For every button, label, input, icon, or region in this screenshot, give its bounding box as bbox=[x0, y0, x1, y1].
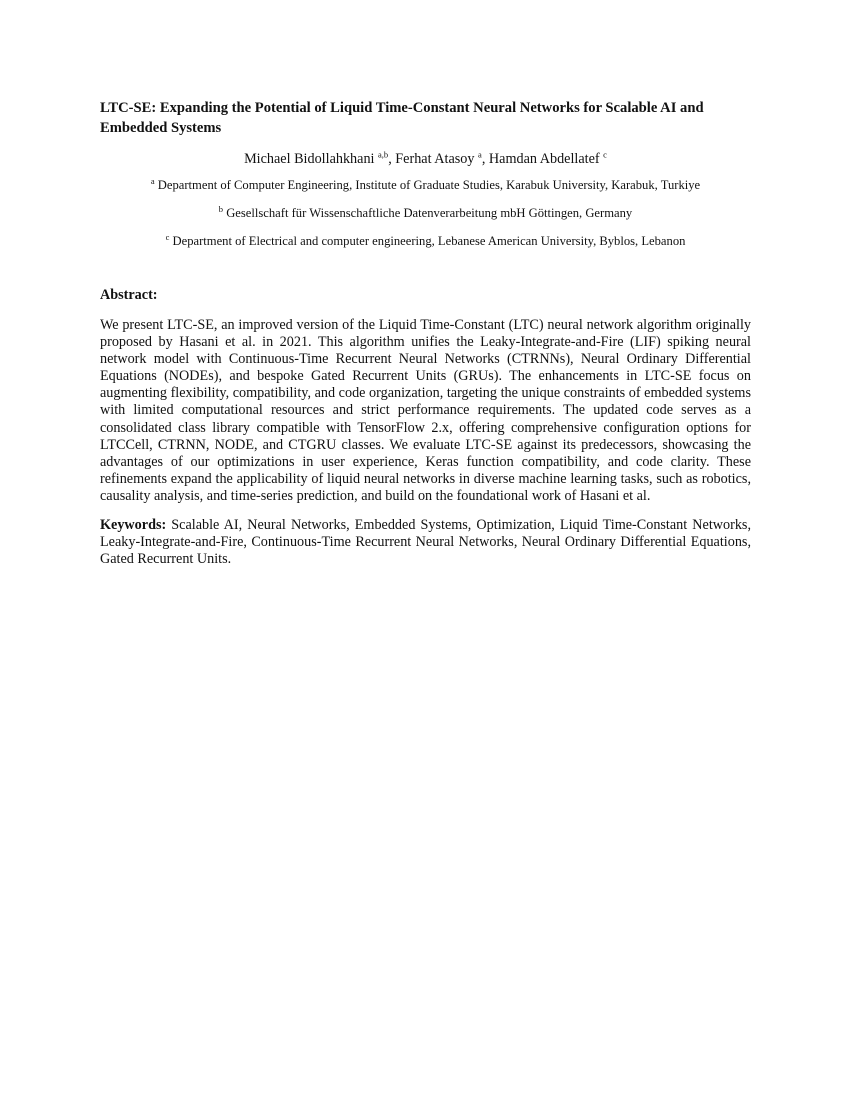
paper-title: LTC-SE: Expanding the Potential of Liquid Time-Constant Neural Networks for Scalable AI and Embedded Systems bbox=[100, 100, 704, 136]
author-separator: , bbox=[481, 151, 489, 167]
affiliation-text: Gesellschaft für Wissenschaftliche Datenverarbeitung mbH Göttingen, Germany bbox=[226, 206, 633, 220]
affiliation-b bbox=[100, 205, 751, 221]
author-affiliation-marker: a,b bbox=[378, 149, 389, 160]
author-name: Hamdan Abdellatef bbox=[488, 151, 600, 167]
affiliation-marker: b bbox=[218, 203, 224, 214]
affiliation-text: Department of Electrical and computer engineering, Lebanese American University, Byblos, Lebanon bbox=[172, 234, 686, 248]
affiliation-a bbox=[100, 177, 751, 193]
affiliation-marker: c bbox=[165, 231, 170, 242]
affiliation-c bbox=[100, 233, 751, 249]
abstract-heading: Abstract: bbox=[100, 287, 158, 303]
affiliation-text: Department of Computer Engineering, Institute of Graduate Studies, Karabuk University, Karabuk, Turkiye bbox=[157, 178, 701, 192]
author-name: Ferhat Atasoy bbox=[395, 151, 475, 167]
author-list bbox=[100, 150, 751, 168]
author-affiliation-marker: c bbox=[603, 149, 607, 160]
affiliation-marker: a bbox=[150, 175, 155, 186]
keywords-section bbox=[100, 517, 751, 568]
paper-page bbox=[100, 98, 751, 568]
abstract-text: We present LTC-SE, an improved version of the Liquid Time-Constant (LTC) neural network algorithm originally proposed by Hasani et al. in 2021. This algorithm unifies the Leaky-Integrate-and-Fire (LIF) spiking neural network model with Continuous-Time Recurrent Neural Networks (CTRNNs), Neural Ordinary Differential Equations (NODEs), and bespoke Gated Recurrent Units (GRUs). The enhancements in LTC-SE focus on augmenting flexibility, compatibility, and code organization, targeting the unique constraints of embedded systems with limited computational resources and strict performance requirements. The updated code serves as a consolidated class library compatible with TensorFlow 2.x, offering comprehensive configuration options for LTCCell, CTRNN, NODE, and CTGRU classes. We evaluate LTC-SE against its predecessors, showcasing the advantages of our optimizations in user experience, Keras function compatibility, and code clarity. These refinements expand the applicability of liquid neural networks in diverse machine learning tasks, such as robotics, causality analysis, and time-series prediction, and build on the foundational work of Hasani et al. bbox=[100, 317, 751, 504]
author-affiliation-marker: a bbox=[478, 149, 482, 160]
keywords-label: Keywords: bbox=[100, 517, 167, 534]
keywords-text: Scalable AI, Neural Networks, Embedded Systems, Optimization, Liquid Time-Constant Networks, Leaky-Integrate-and-Fire, Continuous-Time Recurrent Neural Networks, Neural Ordinary Differential Equations, Gated Recurrent Units. bbox=[100, 517, 751, 568]
author-name: Michael Bidollahkhani bbox=[244, 151, 375, 167]
author-separator: , bbox=[388, 151, 396, 167]
